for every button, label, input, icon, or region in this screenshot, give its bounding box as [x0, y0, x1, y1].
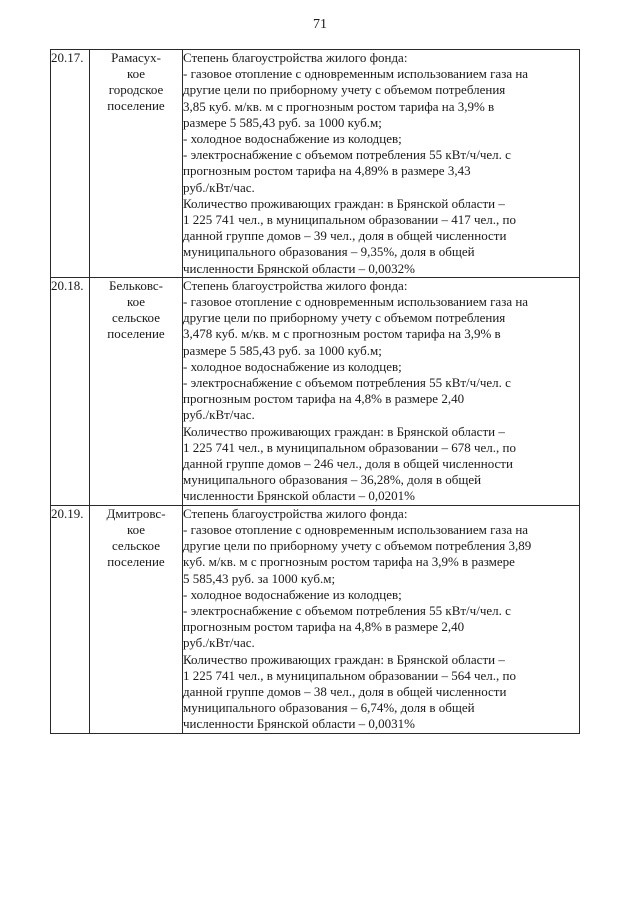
description-line: другие цели по приборному учету с объемом потребления 3,89: [183, 538, 532, 554]
description-line: Количество проживающих граждан: в Брянской области –: [183, 195, 505, 211]
description-line: - газовое отопление с одновременным использованием газа на: [183, 294, 529, 310]
page-number: 71: [313, 17, 327, 32]
description-line: размере 5 585,43 руб. за 1000 куб.м;: [183, 342, 382, 358]
settlement-name-line: поселение: [107, 553, 165, 569]
settlement-name-line: Бельковс-: [109, 277, 163, 293]
description-line: 1 225 741 чел., в муниципальном образовании – 564 чел., по: [183, 667, 516, 683]
description-line: численности Брянской области – 0,0201%: [183, 488, 415, 504]
description-line: руб./кВт/час.: [183, 635, 255, 651]
description-line: руб./кВт/час.: [183, 407, 255, 423]
row-number: 20.17.: [51, 50, 90, 278]
settlement-description: [183, 50, 580, 278]
description-line: - газовое отопление с одновременным использованием газа на: [183, 521, 529, 537]
description-line: 1 225 741 чел., в муниципальном образовании – 678 чел., по: [183, 439, 516, 455]
description-line: 3,85 куб. м/кв. м с прогнозным ростом тарифа на 3,9% в: [183, 98, 495, 114]
table-row: [51, 277, 580, 505]
settlement-name-line: сельское: [112, 537, 160, 553]
description-line: муниципального образования – 36,28%, доля в общей: [183, 472, 482, 488]
table-body: [51, 50, 580, 734]
settlement-name: [90, 277, 183, 505]
description-line: Количество проживающих граждан: в Брянской области –: [183, 651, 505, 667]
row-number: 20.19.: [51, 505, 90, 733]
settlement-name: [90, 505, 183, 733]
description-line: прогнозным ростом тарифа на 4,8% в размере 2,40: [183, 619, 465, 635]
description-line: - электроснабжение с объемом потребления 55 кВт/ч/чел. с: [183, 147, 511, 163]
settlement-name-line: поселение: [107, 98, 165, 113]
description-line: Степень благоустройства жилого фонда:: [183, 50, 408, 65]
description-line: руб./кВт/час.: [183, 179, 255, 195]
table-row: [51, 50, 580, 278]
description-line: Степень благоустройства жилого фонда:: [183, 505, 408, 521]
settlement-name-line: кое: [126, 293, 146, 309]
description-line: 1 225 741 чел., в муниципальном образовании – 417 чел., по: [183, 212, 516, 228]
settlement-name-line: кое: [126, 66, 146, 81]
settlements-table: [50, 49, 580, 734]
description-line: - электроснабжение с объемом потребления 55 кВт/ч/чел. с: [183, 375, 511, 391]
description-line: численности Брянской области – 0,0031%: [183, 716, 415, 732]
description-line: численности Брянской области – 0,0032%: [183, 260, 415, 276]
description-line: 5 585,43 руб. за 1000 куб.м;: [183, 570, 336, 586]
description-line: куб. м/кв. м с прогнозным ростом тарифа на 3,9% в размере: [183, 554, 515, 570]
settlement-name-line: кое: [126, 521, 146, 537]
description-line: данной группе домов – 39 чел., доля в общей численности: [183, 228, 507, 244]
settlement-description: [183, 505, 580, 733]
settlement-name-line: Дмитровс-: [106, 505, 166, 521]
description-line: прогнозным ростом тарифа на 4,8% в размере 2,40: [183, 391, 465, 407]
description-line: размере 5 585,43 руб. за 1000 куб.м;: [183, 114, 382, 130]
row-number: 20.18.: [51, 277, 90, 505]
settlement-name-line: городское: [108, 82, 164, 97]
description-line: - электроснабжение с объемом потребления 55 кВт/ч/чел. с: [183, 602, 511, 618]
settlement-name-line: поселение: [107, 325, 165, 341]
description-line: муниципального образования – 9,35%, доля в общей: [183, 244, 475, 260]
settlement-description: [183, 277, 580, 505]
description-line: другие цели по приборному учету с объемом потребления: [183, 82, 506, 98]
description-line: 3,478 куб. м/кв. м с прогнозным ростом тарифа на 3,9% в: [183, 326, 501, 342]
table-row: [51, 505, 580, 733]
settlement-name: [90, 50, 183, 278]
description-line: - холодное водоснабжение из колодцев;: [183, 586, 402, 602]
settlement-name-line: сельское: [112, 309, 160, 325]
description-line: данной группе домов – 246 чел., доля в общей численности: [183, 456, 513, 472]
description-line: - газовое отопление с одновременным использованием газа на: [183, 66, 529, 82]
description-line: - холодное водоснабжение из колодцев;: [183, 358, 402, 374]
description-line: муниципального образования – 6,74%, доля в общей: [183, 700, 475, 716]
description-line: Степень благоустройства жилого фонда:: [183, 277, 408, 293]
description-line: другие цели по приборному учету с объемом потребления: [183, 310, 506, 326]
description-line: данной группе домов – 38 чел., доля в общей численности: [183, 683, 507, 699]
description-line: - холодное водоснабжение из колодцев;: [183, 131, 402, 147]
description-line: Количество проживающих граждан: в Брянской области –: [183, 423, 505, 439]
description-line: прогнозным ростом тарифа на 4,89% в размере 3,43: [183, 163, 471, 179]
settlement-name-line: Рамасух-: [111, 50, 161, 65]
